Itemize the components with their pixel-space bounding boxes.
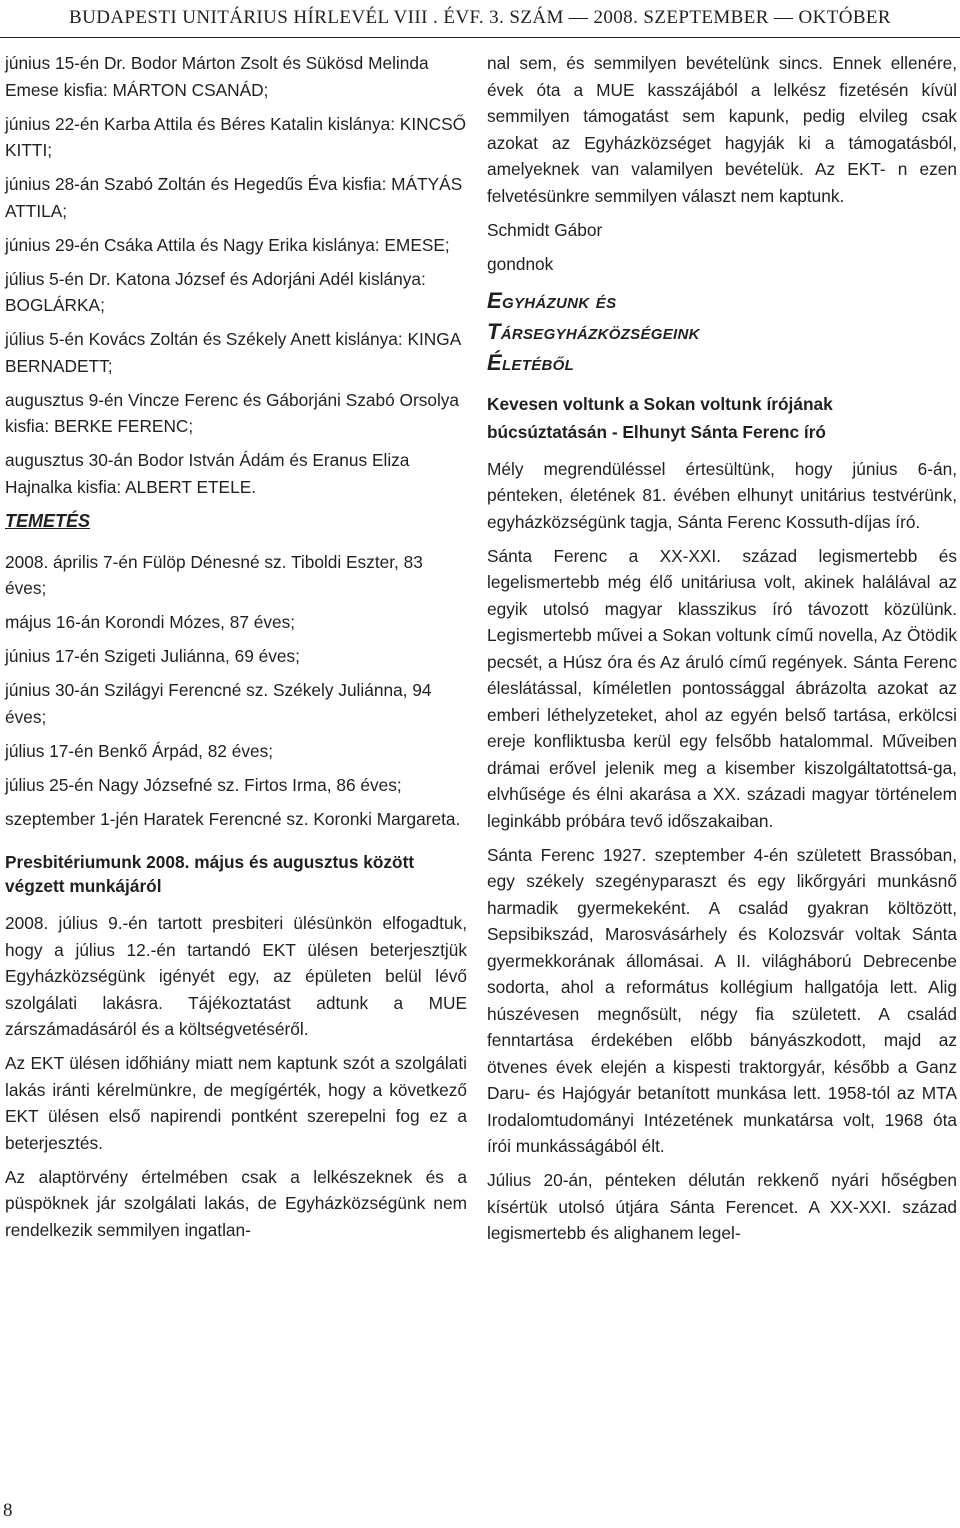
funeral-entry: 2008. április 7-én Fülöp Dénesné sz. Tiboldi Eszter, 83 éves; [5, 551, 423, 598]
funeral-entry: szeptember 1-jén Haratek Ferencné sz. Koronki Margareta. [5, 808, 461, 829]
birth-entry: augusztus 30-án Bodor István Ádám és Eranus Eliza Hajnalka kisfia: ALBERT ETELE. [5, 450, 410, 497]
birth-entry: június 22-én Karba Attila és Béres Katalin kislánya: KINCSŐ KITTI; [5, 113, 467, 160]
funerals-heading: TEMETÉS [5, 511, 91, 531]
presbytery-paragraph: 2008. július 9.-én tartott presbiteri ülésünkön elfogadtuk, hogy a július 12.-én tartandó EKT ülésen beterjesztjük Egyházközségünk igényét egy, az épületen belül lévő szolgálati lakásra. Tájékoztatást adtunk a MUE zárszámadásáról és a költségvetéséről. [5, 913, 467, 1039]
article-paragraph: Mély megrendüléssel értesültünk, hogy június 6-án, pénteken, életének 81. évében elhunyt unitárius testvérünk, egyházközségünk tagja, Sánta Ferenc Kossuth-díjas író. [487, 458, 957, 532]
section-title-line: Társegyházközségeink [487, 318, 700, 344]
birth-entry: június 29-én Csáka Attila és Nagy Erika kislánya: EMESE; [5, 234, 450, 255]
birth-entry: július 5-én Kovács Zoltán és Székely Anett kislánya: KINGA BERNADETT; [5, 329, 461, 376]
presbytery-paragraph: Az EKT ülésen időhiány miatt nem kaptunk szót a szolgálati lakás iránti kérelmünkre, de megígérték, hogy a következő EKT ülésen első napirendi pontként szerepelni fog ez a beterjesztés. [5, 1053, 467, 1153]
section-title [487, 285, 957, 378]
funeral-entry: július 25-én Nagy Józsefné sz. Firtos Irma, 86 éves; [5, 774, 402, 795]
birth-entry: június 28-án Szabó Zoltán és Hegedűs Éva kisfia: MÁTYÁS ATTILA; [5, 174, 463, 221]
presbytery-paragraph: Az alaptörvény értelmében csak a lelkészeknek és a püspöknek jár szolgálati lakás, de Egyházközségünk nem rendelkezik semmilyen ingatlan- [5, 1166, 467, 1240]
presbytery-heading: Presbitériumunk 2008. május és augusztus között végzett munkájáról [5, 852, 415, 896]
signature-role: gondnok [487, 253, 554, 274]
births-list [5, 50, 467, 500]
article-title: Kevesen voltunk a Sokan voltunk írójának búcsúztatásán - Elhunyt Sánta Ferenc író [487, 393, 833, 442]
continuation-paragraph: nal sem, és semmilyen bevételünk sincs. Ennek ellenére, évek óta a MUE kasszájából a lelkész fizetésén kívül semmilyen támogatást sem kapunk, pedig elvileg csak azokat az Egyházközséget hagyják ki a támogatásból, amelyeknek van valamilyen bevételük. Az EKT- n ezen felvetésünkre semmilyen választ nem kaptunk. [487, 53, 957, 206]
section-title-line: Életéből [487, 349, 575, 375]
funeral-entry: június 30-án Szilágyi Ferencné sz. Székely Juliánna, 94 éves; [5, 680, 432, 727]
birth-entry: augusztus 9-én Vincze Ferenc és Gáborjáni Szabó Orsolya kisfia: BERKE FERENC; [5, 389, 460, 436]
article-paragraph: Sánta Ferenc a XX-XXI. század legismertebb és legelismertebb még élő unitáriusa volt, akinek halálával az egyik utolsó magyar klasszikus író távozott közülünk. Legismertebb művei a Sokan voltunk című novella, Az Ötödik pecsét, a Húsz óra és Az áruló című regények. Sánta Ferenc éleslátással, kíméletlen pontossággal ábrázolta azokat az emberi léthelyzeteket, ahol az egyén belső tartása, erkölcsi ereje konfliktusba kerül egy felsőbb hatalommal. Műveiben drámai erővel jelenik meg a kisember kiszolgáltatottsá-ga, elvhűsége és élni akarása a XX. századi magyar történelem leginkább próbára tevő időszakaiban. [487, 545, 957, 831]
right-column [487, 50, 957, 1254]
funerals-list [5, 549, 467, 833]
birth-entry: június 15-én Dr. Bodor Márton Zsolt és Sükösd Melinda Emese kisfia: MÁRTON CSANÁD; [5, 53, 429, 100]
funeral-entry: június 17-én Szigeti Juliánna, 69 éves; [5, 646, 300, 666]
page-number: 8 [3, 1500, 13, 1521]
article-paragraph: Sánta Ferenc 1927. szeptember 4-én született Brassóban, egy székely szegényparaszt és egy likőrgyári munkásnő harmadik gyermekeként. A család gyakran költözött, Sepsibikszád, Marosvásárhely és Kolozsvár voltak Sánta gyermekkorának állomásai. A II. világháború Debrecenbe sodorta, ahol a református kollégium hallgatója lett. Alig húszévesen megnősült, négy fia született. A család fenntartása érdekében előbb bányászkodott, majd az ötvenes évek elején a kispesti traktorgyár, később a Ganz Daru- és Hajógyár betanított munkása lett. 1958-tól az MTA Irodalomtudományi Intézetének munkatársa volt, 1968 óta írói munkásságából élt. [487, 844, 957, 1156]
section-title-line: Egyházunk és [487, 287, 617, 313]
funeral-entry: július 17-én Benkő Árpád, 82 éves; [5, 740, 274, 761]
running-head: BUDAPESTI UNITÁRIUS HÍRLEVÉL VIII . ÉVF. 3. SZÁM — 2008. SZEPTEMBER — OKTÓBER [0, 0, 960, 38]
left-column [5, 50, 467, 1251]
birth-entry: július 5-én Dr. Katona József és Adorjáni Adél kislánya: BOGLÁRKA; [5, 268, 426, 315]
article-paragraph: Július 20-án, pénteken délután rekkenő nyári hőségben kísértük utolsó útjára Sánta Ferencet. A XX-XXI. század legismertebb és alighanem legel- [487, 1170, 957, 1243]
funeral-entry: május 16-án Korondi Mózes, 87 éves; [5, 612, 296, 632]
signature-name: Schmidt Gábor [487, 219, 603, 240]
